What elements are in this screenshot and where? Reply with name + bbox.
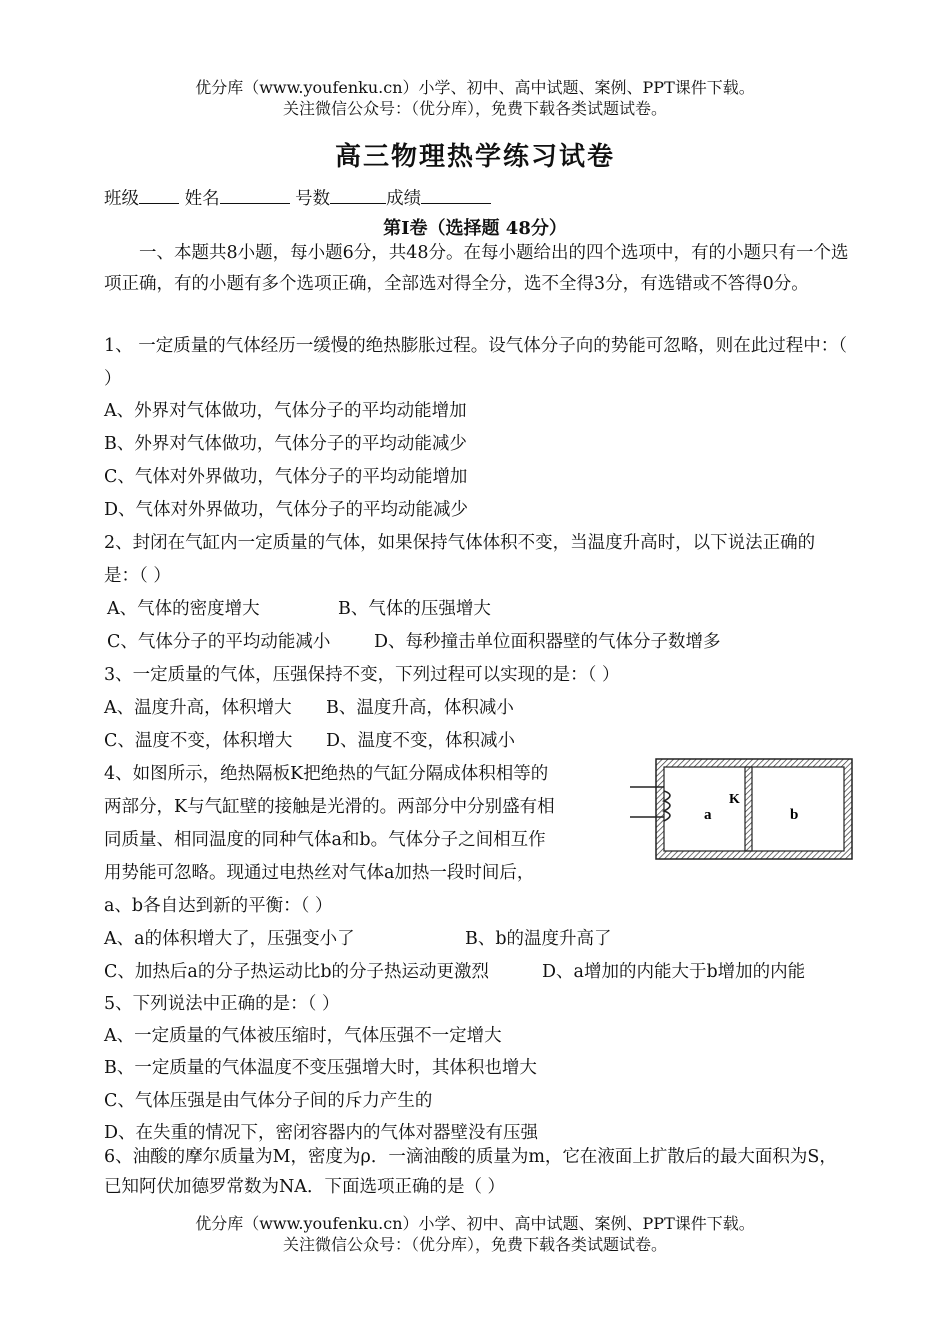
label-b: b: [790, 807, 799, 823]
q4-option-c: C、加热后a的分子热运动比b的分子热运动更激烈: [104, 962, 490, 982]
instructions: 一、本题共8小题，每小题6分，共48分。在每小题给出的四个选项中，有的小题只有一个选项正确，有的小题有多个选项正确，全部选对得全分，选不全得3分，有选错或不答得0分。: [104, 243, 849, 294]
q4-option-a: A、a的体积增大了，压强变小了: [104, 929, 355, 949]
q5-option-d: D、在失重的情况下，密闭容器内的气体对器壁没有压强: [104, 1123, 539, 1143]
q1-option-b: B、外界对气体做功，气体分子的平均动能减少: [104, 434, 467, 454]
q4-stem-line-5: a、b各自达到新的平衡：（ ）: [104, 896, 333, 916]
class-label: 班级: [104, 189, 139, 209]
cylinder-figure: [630, 757, 858, 865]
score-label: 成绩: [386, 189, 422, 209]
q6-stem: 6、油酸的摩尔质量为M，密度为ρ．一滴油酸的质量为m，它在液面上扩散后的最大面积为S，已知阿伏加德罗常数为NA．下面选项正确的是（ ）: [104, 1147, 837, 1197]
q4-option-d: D、a增加的内能大于b增加的内能: [542, 962, 806, 982]
header-line-1: 优分库（www.youfenku.cn）小学、初中、高中试题、案例、PPT课件下载。: [195, 78, 755, 97]
label-k: K: [729, 792, 740, 807]
q4-option-b: B、b的温度升高了: [465, 929, 612, 949]
name-label: 姓名: [184, 189, 220, 209]
q2-option-c: C、气体分子的平均动能减小: [107, 632, 331, 652]
student-info: [104, 185, 491, 210]
footer-line-1: 优分库（www.youfenku.cn）小学、初中、高中试题、案例、PPT课件下载。: [195, 1214, 755, 1233]
footer-line-2: 关注微信公众号：（优分库），免费下载各类试题试卷。: [282, 1235, 667, 1254]
q3-option-a: A、温度升高，体积增大: [104, 698, 292, 718]
q2-option-d: D、每秒撞击单位面积器壁的气体分子数增多: [374, 632, 721, 652]
q5-option-a: A、一定质量的气体被压缩时，气体压强不一定增大: [104, 1026, 502, 1046]
q5-option-b: B、一定质量的气体温度不变压强增大时，其体积也增大: [104, 1058, 537, 1078]
q1-option-c: C、气体对外界做功，气体分子的平均动能增加: [104, 467, 468, 487]
q1-option-d: D、气体对外界做功，气体分子的平均动能减少: [104, 500, 469, 520]
q4-stem-line-4: 用势能可忽略。现通过电热丝对气体a加热一段时间后，: [104, 863, 535, 883]
number-blank: [330, 185, 386, 204]
page-title: 高三物理热学练习试卷: [334, 142, 615, 172]
q2-stem: 2、封闭在气缸内一定质量的气体，如果保持气体体积不变，当温度升高时，以下说法正确的是：（ ）: [104, 533, 816, 586]
header-line-2: 关注微信公众号：（优分库），免费下载各类试题试卷。: [282, 99, 667, 118]
q4-stem-line-1: 4、如图所示，绝热隔板K把绝热的气缸分隔成体积相等的: [104, 764, 549, 784]
q3-option-c: C、温度不变，体积增大: [104, 731, 293, 751]
section-title: 第Ⅰ卷（选择题 48分）: [383, 218, 567, 239]
q3-stem: 3、一定质量的气体，压强保持不变，下列过程可以实现的是：（ ）: [104, 665, 620, 685]
class-blank: [139, 185, 179, 204]
number-label: 号数: [295, 189, 331, 209]
q5-stem: 5、下列说法中正确的是：（ ）: [104, 994, 340, 1014]
partition-k: [745, 767, 752, 851]
name-blank: [220, 185, 290, 204]
q4-stem-line-3: 同质量、相同温度的同种气体a和b。气体分子之间相互作: [104, 830, 546, 850]
q2-option-b: B、气体的压强增大: [338, 599, 491, 619]
q2-option-a: A、气体的密度增大: [107, 599, 260, 619]
label-a: a: [704, 807, 712, 823]
q4-stem-line-2: 两部分，K与气缸壁的接触是光滑的。两部分中分别盛有相: [104, 797, 555, 817]
score-blank: [421, 185, 491, 204]
q1-option-a: A、外界对气体做功，气体分子的平均动能增加: [104, 401, 467, 421]
q3-option-b: B、温度升高，体积减小: [326, 698, 514, 718]
cylinder-wall: [656, 759, 852, 859]
q3-option-d: D、温度不变，体积减小: [326, 731, 516, 751]
q5-option-c: C、气体压强是由气体分子间的斥力产生的: [104, 1091, 433, 1111]
q1-stem: 1、 一定质量的气体经历一缓慢的绝热膨胀过程。设气体分子向的势能可忽略，则在此过程中：（ ）: [104, 336, 847, 389]
